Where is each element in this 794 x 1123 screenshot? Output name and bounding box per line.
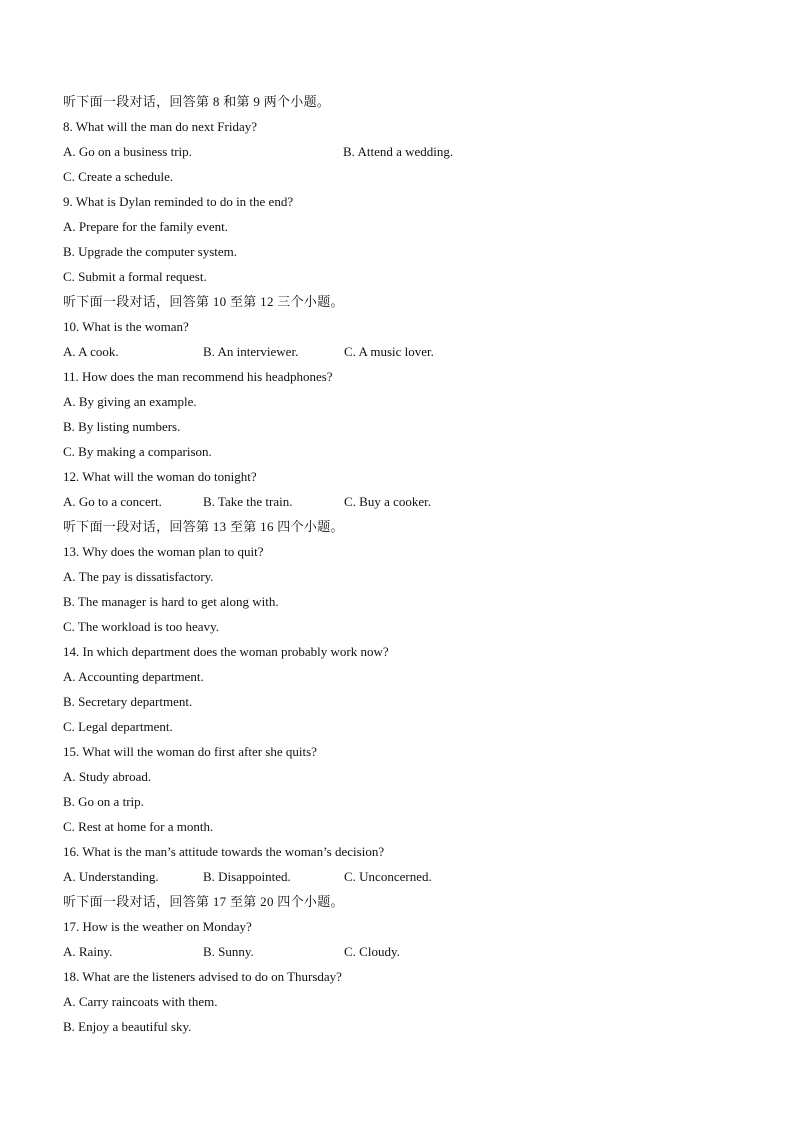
question-9-option-b: B. Upgrade the computer system. [63, 244, 238, 259]
question-16-stem: 16. What is the man’s attitude towards the woman’s decision? [63, 844, 385, 859]
question-8-option-c: C. Create a schedule. [63, 169, 174, 184]
question-11-stem: 11. How does the man recommend his headphones? [63, 369, 333, 384]
question-8-option-a: A. Go on a business trip. [63, 144, 192, 159]
question-18-option-b: B. Enjoy a beautiful sky. [63, 1019, 192, 1034]
question-8-option-b: B. Attend a wedding. [343, 144, 454, 159]
question-17-option-a: A. Rainy. [63, 944, 113, 959]
question-14-option-c: C. Legal department. [63, 719, 173, 734]
question-18-stem: 18. What are the listeners advised to do on Thursday? [63, 969, 342, 984]
question-10-option-c: C. A music lover. [344, 344, 434, 359]
question-12-option-b: B. Take the train. [203, 494, 293, 509]
question-12-stem: 12. What will the woman do tonight? [63, 469, 257, 484]
question-10-options [63, 339, 743, 364]
question-10-stem: 10. What is the woman? [63, 319, 189, 334]
question-14-option-b: B. Secretary department. [63, 694, 193, 709]
question-10-option-b: B. An interviewer. [203, 344, 299, 359]
question-14-stem: 14. In which department does the woman probably work now? [63, 644, 389, 659]
question-12-option-a: A. Go to a concert. [63, 494, 162, 509]
question-11-option-a: A. By giving an example. [63, 394, 197, 409]
question-11-option-c: C. By making a comparison. [63, 444, 212, 459]
question-13-option-a: A. The pay is dissatisfactory. [63, 569, 214, 584]
question-14-option-a: A. Accounting department. [63, 669, 204, 684]
question-17-option-b: B. Sunny. [203, 944, 254, 959]
section-heading-13-16: 听下面一段对话，回答第 13 至第 16 四个小题。 [63, 519, 344, 534]
question-15-stem: 15. What will the woman do first after she quits? [63, 744, 317, 759]
question-17-options [63, 939, 743, 964]
question-12-option-c: C. Buy a cooker. [344, 494, 432, 509]
question-9-option-a: A. Prepare for the family event. [63, 219, 228, 234]
question-10-option-a: A. A cook. [63, 344, 119, 359]
question-18-option-a: A. Carry raincoats with them. [63, 994, 218, 1009]
question-11-option-b: B. By listing numbers. [63, 419, 181, 434]
question-13-stem: 13. Why does the woman plan to quit? [63, 544, 264, 559]
question-9-stem: 9. What is Dylan reminded to do in the end? [63, 194, 294, 209]
question-17-option-c: C. Cloudy. [344, 944, 400, 959]
question-15-option-a: A. Study abroad. [63, 769, 152, 784]
question-16-options [63, 864, 743, 889]
question-15-option-b: B. Go on a trip. [63, 794, 144, 809]
section-heading-17-20: 听下面一段对话，回答第 17 至第 20 四个小题。 [63, 894, 344, 909]
question-8-stem: 8. What will the man do next Friday? [63, 119, 257, 134]
question-12-options [63, 489, 743, 514]
question-16-option-a: A. Understanding. [63, 869, 159, 884]
listening-questions [63, 89, 743, 1039]
section-heading-8-9: 听下面一段对话，回答第 8 和第 9 两个小题。 [63, 94, 331, 109]
question-13-option-b: B. The manager is hard to get along with. [63, 594, 279, 609]
question-16-option-b: B. Disappointed. [203, 869, 291, 884]
question-15-option-c: C. Rest at home for a month. [63, 819, 214, 834]
question-13-option-c: C. The workload is too heavy. [63, 619, 219, 634]
question-8-options-ab [63, 139, 743, 164]
question-9-option-c: C. Submit a formal request. [63, 269, 207, 284]
question-16-option-c: C. Unconcerned. [344, 869, 432, 884]
section-heading-10-12: 听下面一段对话，回答第 10 至第 12 三个小题。 [63, 294, 344, 309]
question-17-stem: 17. How is the weather on Monday? [63, 919, 252, 934]
